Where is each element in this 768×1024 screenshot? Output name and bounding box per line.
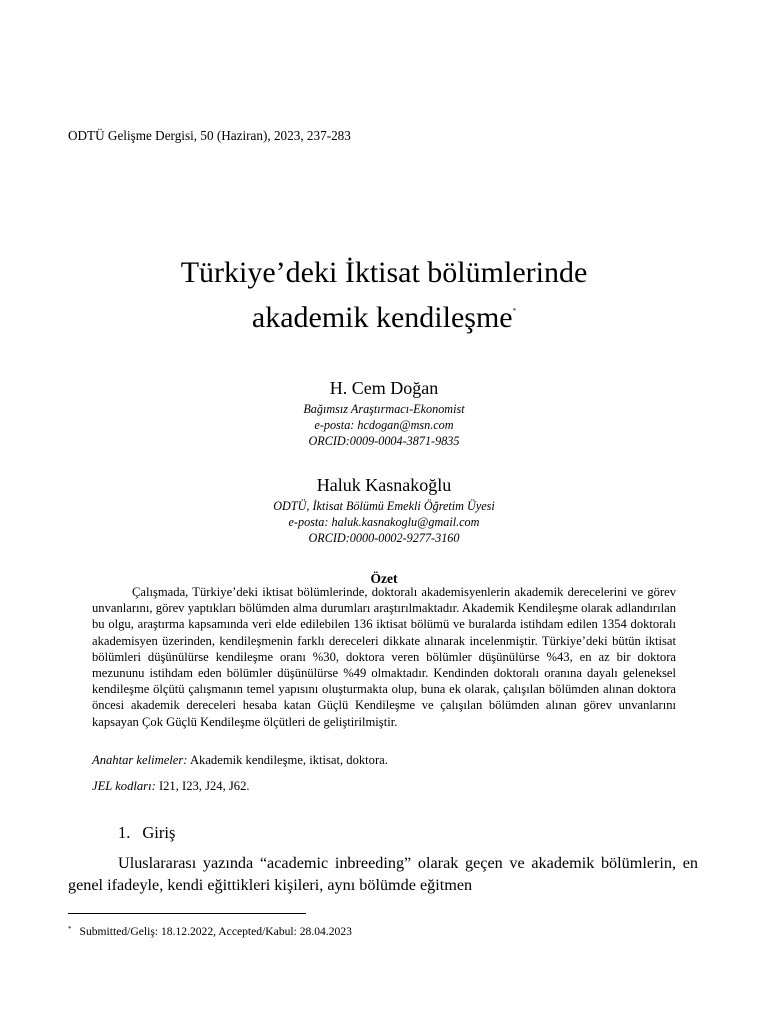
section-heading xyxy=(118,823,175,843)
footnote-divider xyxy=(68,913,306,914)
title-line-2-text: akademik kendileşme xyxy=(251,301,513,334)
keywords-value: Akademik kendileşme, iktisat, doktora. xyxy=(189,753,388,767)
jel-codes xyxy=(92,778,250,794)
abstract-text: Çalışmada, Türkiye’deki iktisat bölümlerinde, doktoralı akademisyenlerin akademik derecelerini ve görev unvanlarını, görev yaptıkları bölümden alma durumları araştırılmaktadır. Akademik Kendileşme olarak adlandırılan bu olgu, araştırma kapsamında veri elde edilebilen 136 iktisat bölümü ve buralarda istihdam edilen 1354 doktoralı akademisyen üzerinden, kendileşmenin farklı dereceleri dikkate alınarak incelenmiştir. Türkiye’deki bütün iktisat bölümleri düşünülürse kendileşme oranı %30, doktora veren bölümler düşünülürse %43, en az bir doktora mezununu istihdam eden bölümler düşünülürse %49 olmaktadır. Kendinden doktoralı oranına dayalı geleneksel kendileşme ölçütü çalışmanın temel yapısını oluşturmakta olup, buna ek olarak, çalışılan bölümden alınan doktora öncesi akademik dereceleri hesaba katan Güçlü Kendileşme ve çalışılan bölümden alınan görev unvanlarını kapsayan Çok Güçlü Kendileşme ölçütleri de geliştirilmiştir. xyxy=(92,585,676,729)
author-email: e-posta: hcdogan@msn.com xyxy=(314,418,454,432)
jel-value: I21, I23, J24, J62. xyxy=(158,779,250,793)
author-affiliation: Bağımsız Araştırmacı-Ekonomist xyxy=(303,402,465,416)
author-affiliation: ODTÜ, İktisat Bölümü Emekli Öğretim Üyesi xyxy=(273,499,495,513)
title-line-2 xyxy=(0,292,768,337)
footnote-mark: * xyxy=(68,925,72,933)
title-footnote-mark: * xyxy=(512,307,517,315)
author-name: Haluk Kasnakoğlu xyxy=(316,475,452,495)
journal-citation: ODTÜ Gelişme Dergisi, 50 (Haziran), 2023, 237-283 xyxy=(68,128,351,143)
article-title xyxy=(0,254,768,337)
jel-label: JEL kodları: xyxy=(92,779,156,793)
author-email: e-posta: haluk.kasnakoglu@gmail.com xyxy=(288,515,480,529)
author-orcid: ORCID:0009-0004-3871-9835 xyxy=(308,434,460,448)
author-orcid: ORCID:0000-0002-9277-3160 xyxy=(308,531,460,545)
author-2 xyxy=(0,474,768,546)
footnote xyxy=(68,922,352,939)
author-1 xyxy=(0,377,768,449)
body-paragraph: Uluslararası yazında “academic inbreeding” olarak geçen ve akademik bölümlerin, en genel ifadeyle, kendi eğittikleri kişileri, aynı bölümde eğitmen xyxy=(68,854,698,894)
footnote-text: Submitted/Geliş: 18.12.2022, Accepted/Kabul: 28.04.2023 xyxy=(79,925,352,938)
keywords xyxy=(92,752,388,768)
keywords-label: Anahtar kelimeler: xyxy=(92,753,188,767)
title-line-1: Türkiye’deki İktisat bölümlerinde xyxy=(180,256,588,289)
section-number: 1. xyxy=(118,823,131,842)
abstract-heading: Özet xyxy=(370,571,398,586)
author-name: H. Cem Doğan xyxy=(329,378,439,398)
section-title: Giriş xyxy=(142,823,176,842)
